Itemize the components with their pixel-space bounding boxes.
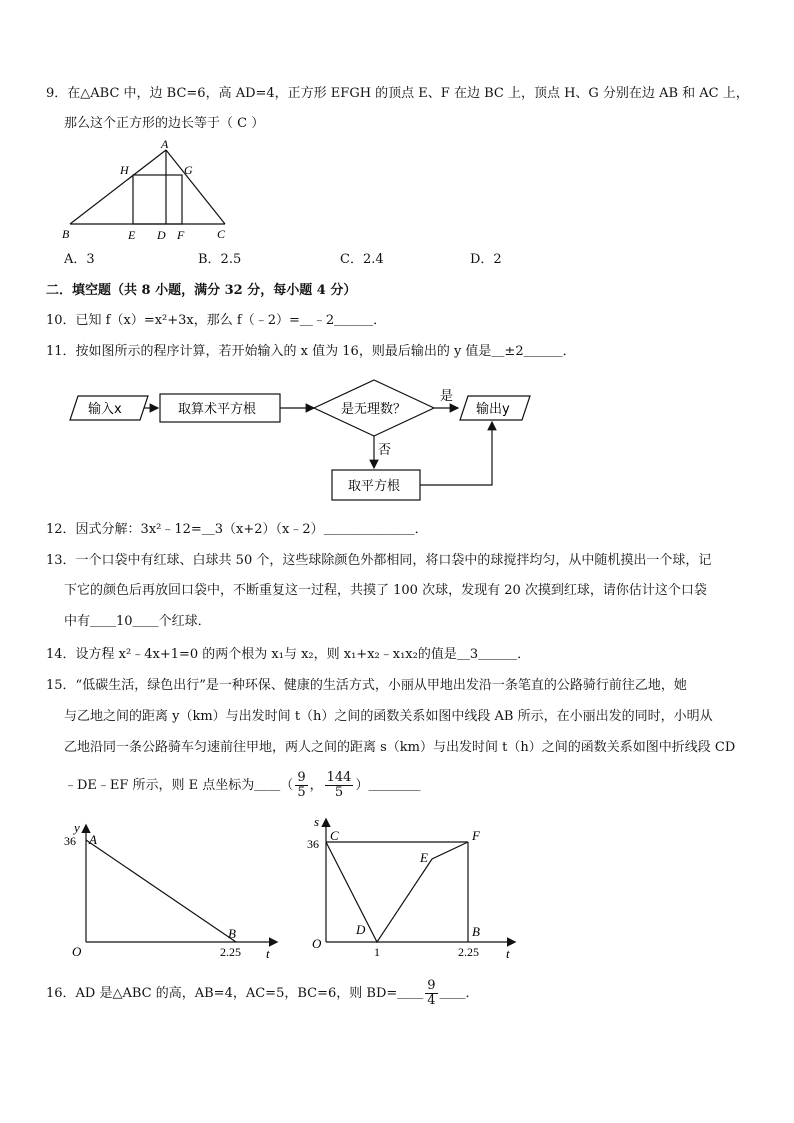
- q9-option-c: C．2.4: [340, 252, 384, 267]
- tick-1: 1: [374, 945, 380, 959]
- label-H: H: [120, 163, 129, 177]
- q15-fraction-x: [295, 771, 307, 800]
- q13-answer: ＿＿10＿＿: [90, 614, 159, 629]
- q15-graph-cdef: [306, 812, 522, 962]
- q15-line4-pre: ﹣DE﹣EF 所示，则 E 点坐标为＿＿（: [64, 778, 294, 793]
- point-f-label: F: [472, 828, 480, 843]
- origin-label: O: [312, 936, 322, 951]
- point-d-label: D: [356, 922, 366, 937]
- flow-decision: 是无理数？: [341, 402, 407, 417]
- flow-sqrt: 取算术平方根: [178, 402, 257, 417]
- tick-225: 2.25: [458, 945, 479, 959]
- q15-line4: [64, 770, 420, 802]
- q11-flowchart: [64, 374, 540, 508]
- q16: [46, 978, 479, 1010]
- point-c-label: C: [330, 828, 339, 843]
- tick-36: 36: [307, 837, 319, 851]
- label-C: C: [217, 227, 226, 241]
- label-B: B: [62, 227, 70, 241]
- q16-post: ＿＿．: [439, 986, 479, 1001]
- point-b-label: B: [472, 924, 480, 939]
- q16-fraction: [425, 979, 437, 1008]
- q13-line2: 下它的颜色后再放回口袋中，不断重复这一过程，共摸了 100 次球，发现有 20 次摸到红球，请你估计这个口袋: [64, 583, 707, 598]
- q9-line2: 那么这个正方形的边长等于（ C ）: [64, 116, 265, 131]
- flow-no: 否: [378, 443, 392, 458]
- frac-numerator: 9: [297, 770, 306, 785]
- frac-denominator: 5: [334, 785, 344, 800]
- label-E: E: [128, 228, 136, 242]
- frac-numerator: 9: [427, 978, 436, 993]
- q9-option-b: B．2.5: [198, 252, 242, 267]
- label-A: A: [161, 138, 169, 151]
- q15-line3: 乙地沿同一条公路骑车匀速前往甲地，两人之间的距离 s（km）与出发时间 t（h）之间的函数关系如图中折线段 CD: [64, 740, 736, 755]
- q13-line1: 13．一个口袋中有红球、白球共 50 个，这些球除颜色外都相同，将口袋中的球搅拌均匀，从中随机摸出一个球，记: [46, 553, 712, 568]
- q15-line2: 与乙地之间的距离 y（km）与出发时间 t（h）之间的函数关系如图中线段 AB 所示，在小丽出发的同时，小明从: [64, 709, 713, 724]
- section-heading-fill-in: 二．填空题（共 8 小题，满分 32 分，每小题 4 分）: [46, 283, 357, 298]
- q15-graph-ab: [64, 816, 284, 962]
- tick-225: 2.25: [220, 945, 241, 959]
- q9-line1: 9．在△ABC 中，边 BC=6，高 AD=4，正方形 EFGH 的顶点 E、F 在边 BC 上，顶点 H、G 分别在边 AB 和 AC 上，: [46, 86, 749, 101]
- frac-denominator: 5: [297, 785, 306, 800]
- label-F: F: [177, 228, 185, 242]
- q9-option-a: A．3: [64, 252, 95, 267]
- q9-triangle-figure: [60, 138, 240, 246]
- origin-label: O: [72, 944, 82, 959]
- label-D: D: [157, 228, 166, 242]
- q10: 10．已知 f（x）=x²+3x，那么 f（﹣2）=＿﹣2＿＿＿．: [46, 313, 387, 328]
- point-b-label: B: [228, 926, 236, 941]
- frac-numerator: 144: [326, 770, 352, 785]
- q15-line4-post: ）＿＿＿＿: [355, 778, 421, 793]
- tick-36: 36: [64, 834, 76, 848]
- axis-s-label: s: [314, 814, 320, 829]
- q15-fraction-y: [325, 771, 354, 800]
- q15-line1: 15．“低碳生活，绿色出行”是一种环保、健康的生活方式，小丽从甲地出发沿一条笔直的公路骑行前往乙地，她: [46, 678, 687, 693]
- label-G: G: [184, 163, 193, 177]
- axis-t-label: t: [506, 946, 510, 961]
- q13-line3-post: 个红球．: [158, 614, 211, 629]
- point-a-label: A: [89, 832, 97, 847]
- frac-denominator: 4: [427, 993, 436, 1008]
- flow-output: 输出y: [476, 402, 510, 417]
- q9-option-d: D．2: [470, 252, 502, 267]
- q16-pre: 16．AD 是△ABC 的高，AB=4，AC=5，BC=6，则 BD=＿＿: [46, 986, 424, 1001]
- flow-yes: 是: [440, 389, 454, 404]
- flow-input: 输入x: [88, 402, 122, 417]
- q14: 14．设方程 x²﹣4x+1=0 的两个根为 x₁与 x₂，则 x₁+x₂﹣x₁x₂的值是＿3＿＿＿．: [46, 647, 531, 662]
- q13-line3: [64, 612, 211, 632]
- flow-square: 取平方根: [348, 479, 401, 494]
- point-e-label: E: [420, 850, 428, 865]
- axis-y-label: y: [74, 820, 80, 835]
- q11: 11．按如图所示的程序计算，若开始输入的 x 值为 16，则最后输出的 y 值是＿±2＿＿＿．: [46, 344, 576, 359]
- axis-t-label: t: [266, 946, 270, 961]
- q12: 12．因式分解：3x²﹣12=＿3（x+2）（x﹣2）＿＿＿＿＿＿＿．: [46, 522, 428, 537]
- q15-comma: ，: [309, 778, 323, 793]
- q13-line3-pre: 中有: [64, 614, 91, 629]
